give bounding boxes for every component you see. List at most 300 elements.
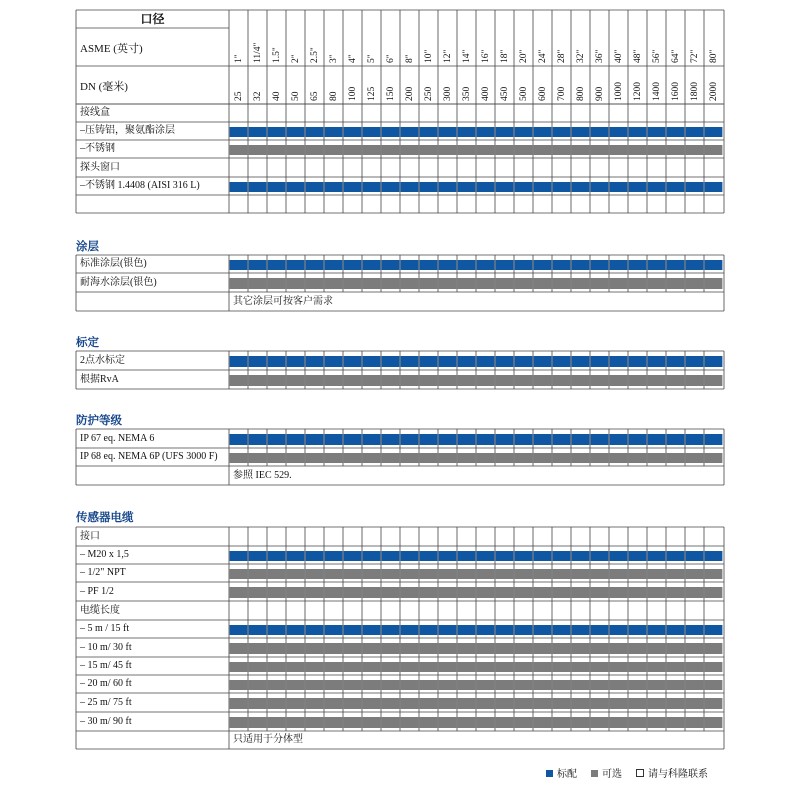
availability-standard [667,434,685,445]
availability-optional [268,698,286,709]
availability-standard [705,127,723,137]
availability-optional [686,587,704,598]
asme-size-label: 2.5" [309,47,320,63]
availability-optional [363,643,381,654]
asme-size-label: 6" [385,54,396,63]
availability-optional [230,569,248,579]
availability-optional [496,145,514,155]
availability-standard [534,127,552,137]
availability-optional [553,662,571,672]
section-title-cable: 传感器电缆 [76,512,134,524]
availability-optional [667,587,685,598]
availability-optional [344,643,362,654]
asme-size-label: 18" [499,49,510,63]
availability-standard [477,182,495,192]
availability-standard [496,127,514,137]
availability-optional [344,587,362,598]
availability-optional [382,569,400,579]
availability-optional [591,569,609,579]
availability-optional [287,375,305,386]
availability-optional [648,453,666,463]
availability-optional [344,698,362,709]
availability-optional [439,278,457,289]
availability-standard [648,434,666,445]
availability-optional [382,717,400,728]
dn-size-label: 150 [385,86,396,101]
availability-standard [363,127,381,137]
availability-standard [515,434,533,445]
availability-standard [306,434,324,445]
availability-standard [705,551,723,561]
availability-optional [648,375,666,386]
dn-size-label: 40 [271,91,282,101]
availability-standard [534,356,552,367]
availability-optional [325,717,343,728]
availability-standard [705,356,723,367]
availability-optional [629,717,647,728]
availability-optional [363,453,381,463]
availability-optional [268,680,286,690]
availability-optional [344,453,362,463]
asme-size-label: 4" [347,54,358,63]
availability-optional [344,375,362,386]
availability-optional [515,587,533,598]
availability-standard [591,625,609,635]
asme-size-label: 10" [423,49,434,63]
availability-standard [401,182,419,192]
availability-standard [344,260,362,270]
availability-optional [477,587,495,598]
availability-optional [534,453,552,463]
availability-optional [534,278,552,289]
availability-standard [268,182,286,192]
availability-optional [648,587,666,598]
availability-standard [553,625,571,635]
availability-optional [439,453,457,463]
availability-standard [420,551,438,561]
availability-optional [306,375,324,386]
row-label: – PF 1/2 [80,585,114,597]
availability-standard [591,127,609,137]
availability-optional [534,717,552,728]
availability-standard [686,356,704,367]
availability-optional [496,717,514,728]
availability-standard [458,260,476,270]
availability-optional [515,698,533,709]
availability-standard [515,260,533,270]
availability-optional [287,278,305,289]
availability-optional [686,145,704,155]
protection-note: 参照 IEC 529. [233,470,292,481]
availability-optional [439,375,457,386]
dn-size-label: 700 [556,86,567,101]
availability-standard [363,551,381,561]
availability-optional [325,569,343,579]
availability-standard [629,434,647,445]
availability-standard [249,182,267,192]
row-label: – 15 m/ 45 ft [80,660,132,671]
availability-optional [610,698,628,709]
availability-standard [610,551,628,561]
availability-optional [325,453,343,463]
asme-size-label: 56" [651,49,662,63]
availability-optional [420,587,438,598]
availability-optional [705,569,723,579]
row-label: – 1/2" NPT [80,567,126,578]
asme-size-label: 1.5" [271,47,282,63]
availability-standard [249,127,267,137]
availability-optional [306,453,324,463]
availability-standard [420,260,438,270]
asme-size-label: 64" [670,49,681,63]
availability-optional [515,278,533,289]
availability-optional [230,587,248,598]
availability-optional [268,643,286,654]
availability-optional [325,643,343,654]
availability-standard [306,127,324,137]
availability-optional [686,569,704,579]
availability-optional [648,680,666,690]
availability-optional [458,662,476,672]
section-title-calibration: 标定 [76,337,99,349]
asme-size-label: 80" [708,49,719,63]
availability-standard [629,182,647,192]
availability-optional [344,717,362,728]
availability-standard [686,434,704,445]
availability-standard [686,127,704,137]
availability-optional [382,643,400,654]
availability-optional [686,375,704,386]
availability-optional [287,662,305,672]
availability-standard [458,356,476,367]
availability-optional [382,278,400,289]
availability-optional [363,278,381,289]
availability-optional [230,698,248,709]
availability-standard [325,625,343,635]
availability-optional [325,698,343,709]
asme-size-label: 72" [689,49,700,63]
asme-size-label: 32" [575,49,586,63]
availability-standard [287,260,305,270]
section-title-coating: 涂层 [76,241,99,253]
availability-optional [686,680,704,690]
availability-optional [344,278,362,289]
availability-optional [382,453,400,463]
legend-contact-label: 请与科隆联系 [648,769,708,780]
availability-optional [591,145,609,155]
availability-optional [686,643,704,654]
availability-optional [249,587,267,598]
availability-optional [705,587,723,598]
availability-optional [477,569,495,579]
availability-standard [477,434,495,445]
availability-optional [249,680,267,690]
dn-size-label: 32 [252,91,263,101]
row-label: 耐海水涂层(银色) [80,276,157,288]
availability-optional [230,662,248,672]
row-label: 电缆长度 [80,604,120,616]
row-label: 2点水标定 [80,354,125,366]
row-label: 接线盒 [80,107,110,118]
availability-optional [268,569,286,579]
availability-optional [249,278,267,289]
availability-optional [306,698,324,709]
availability-optional [363,569,381,579]
cable-note: 只适用于分体型 [233,734,303,745]
availability-optional [705,145,723,155]
availability-standard [325,356,343,367]
availability-optional [591,698,609,709]
availability-standard [496,356,514,367]
availability-standard [344,182,362,192]
availability-standard [249,356,267,367]
availability-standard [553,127,571,137]
availability-optional [230,453,248,463]
dn-size-label: 1400 [651,82,662,101]
availability-optional [572,375,590,386]
availability-standard [572,260,590,270]
availability-standard [325,127,343,137]
asme-size-label: 1" [233,54,244,63]
legend-optional-label: 可选 [602,769,622,780]
availability-standard [382,434,400,445]
legend-contact-swatch [636,769,644,777]
availability-standard [477,356,495,367]
availability-optional [553,680,571,690]
availability-standard [648,127,666,137]
row-label: 标准涂层(银色) [80,258,147,269]
availability-standard [382,625,400,635]
availability-optional [629,569,647,579]
availability-standard [420,434,438,445]
availability-optional [439,698,457,709]
availability-optional [515,662,533,672]
availability-optional [439,680,457,690]
availability-optional [287,680,305,690]
availability-optional [325,278,343,289]
dn-size-label: 1800 [689,82,700,101]
availability-optional [382,375,400,386]
availability-optional [667,145,685,155]
availability-optional [553,717,571,728]
availability-optional [629,680,647,690]
availability-standard [458,625,476,635]
dn-label: DN (毫米) [80,81,128,93]
availability-standard [534,434,552,445]
availability-optional [572,698,590,709]
availability-standard [344,434,362,445]
availability-standard [230,551,248,561]
availability-optional [249,375,267,386]
availability-standard [249,260,267,270]
dn-size-label: 200 [404,86,415,101]
availability-optional [610,453,628,463]
availability-optional [705,278,723,289]
availability-optional [667,698,685,709]
availability-optional [553,643,571,654]
row-label: – 5 m / 15 ft [80,623,130,634]
availability-optional [667,375,685,386]
asme-size-label: 12" [442,49,453,63]
availability-optional [268,145,286,155]
availability-standard [420,625,438,635]
availability-optional [705,717,723,728]
availability-optional [591,643,609,654]
availability-standard [230,434,248,445]
availability-standard [230,625,248,635]
availability-standard [363,356,381,367]
availability-standard [268,434,286,445]
coating-note: 其它涂层可按客户需求 [233,296,333,307]
availability-standard [629,260,647,270]
availability-optional [629,145,647,155]
availability-optional [439,662,457,672]
availability-optional [458,643,476,654]
availability-standard [648,551,666,561]
availability-standard [230,356,248,367]
availability-optional [287,717,305,728]
row-label: – 20 m/ 60 ft [80,678,132,689]
availability-standard [344,551,362,561]
availability-optional [382,698,400,709]
row-label: –不锈钢 1.4408 (AISI 316 L) [80,180,200,191]
availability-optional [496,698,514,709]
availability-optional [268,662,286,672]
availability-standard [382,356,400,367]
availability-standard [439,260,457,270]
availability-optional [458,717,476,728]
availability-optional [306,145,324,155]
availability-optional [230,375,248,386]
dn-size-label: 300 [442,86,453,101]
availability-optional [591,587,609,598]
availability-optional [534,662,552,672]
availability-optional [667,643,685,654]
availability-optional [401,587,419,598]
availability-optional [458,278,476,289]
dn-size-label: 350 [461,86,472,101]
legend-contact [636,765,708,780]
availability-standard [249,434,267,445]
availability-standard [610,434,628,445]
availability-optional [667,717,685,728]
availability-optional [249,643,267,654]
availability-standard [686,182,704,192]
dn-size-label: 65 [309,91,320,101]
dn-size-label: 1000 [613,82,624,101]
availability-optional [401,680,419,690]
availability-optional [705,643,723,654]
availability-optional [420,278,438,289]
availability-standard [306,551,324,561]
availability-optional [363,698,381,709]
availability-optional [287,643,305,654]
availability-standard [363,625,381,635]
availability-optional [287,587,305,598]
availability-standard [667,356,685,367]
availability-standard [515,182,533,192]
availability-standard [591,551,609,561]
legend-standard-swatch [546,770,553,777]
availability-optional [268,375,286,386]
availability-standard [515,127,533,137]
availability-standard [401,260,419,270]
availability-optional [591,662,609,672]
dn-size-label: 600 [537,86,548,101]
availability-standard [629,127,647,137]
row-label: – 25 m/ 75 ft [80,696,132,708]
availability-optional [610,278,628,289]
availability-optional [667,278,685,289]
availability-optional [439,717,457,728]
availability-optional [268,717,286,728]
availability-optional [287,698,305,709]
availability-optional [686,698,704,709]
availability-optional [268,453,286,463]
availability-optional [534,569,552,579]
availability-standard [686,625,704,635]
availability-standard [458,127,476,137]
availability-standard [382,127,400,137]
asme-size-label: 20" [518,49,529,63]
availability-optional [477,698,495,709]
availability-standard [648,356,666,367]
row-label: IP 67 eq. NEMA 6 [80,432,155,444]
availability-standard [477,551,495,561]
availability-standard [401,127,419,137]
availability-standard [610,127,628,137]
availability-optional [230,680,248,690]
availability-standard [705,434,723,445]
availability-optional [439,145,457,155]
availability-standard [572,434,590,445]
availability-optional [686,453,704,463]
availability-standard [344,356,362,367]
availability-standard [610,182,628,192]
dn-size-label: 1600 [670,82,681,101]
availability-standard [629,551,647,561]
row-label: – M20 x 1,5 [80,549,129,560]
availability-optional [458,145,476,155]
availability-optional [268,278,286,289]
availability-standard [496,551,514,561]
availability-optional [610,643,628,654]
dn-size-label: 1200 [632,82,643,101]
row-label: – 30 m/ 90 ft [80,715,132,727]
availability-standard [230,182,248,192]
availability-optional [230,717,248,728]
availability-optional [515,717,533,728]
availability-standard [572,127,590,137]
availability-optional [591,680,609,690]
availability-standard [477,625,495,635]
availability-optional [572,278,590,289]
availability-optional [363,717,381,728]
legend-standard [546,765,577,780]
availability-optional [344,680,362,690]
availability-standard [610,356,628,367]
availability-standard [591,182,609,192]
asme-size-label: 36" [594,49,605,63]
availability-standard [591,260,609,270]
availability-optional [477,453,495,463]
availability-optional [401,145,419,155]
availability-standard [268,625,286,635]
availability-standard [401,551,419,561]
availability-optional [496,643,514,654]
availability-standard [515,625,533,635]
availability-standard [382,551,400,561]
